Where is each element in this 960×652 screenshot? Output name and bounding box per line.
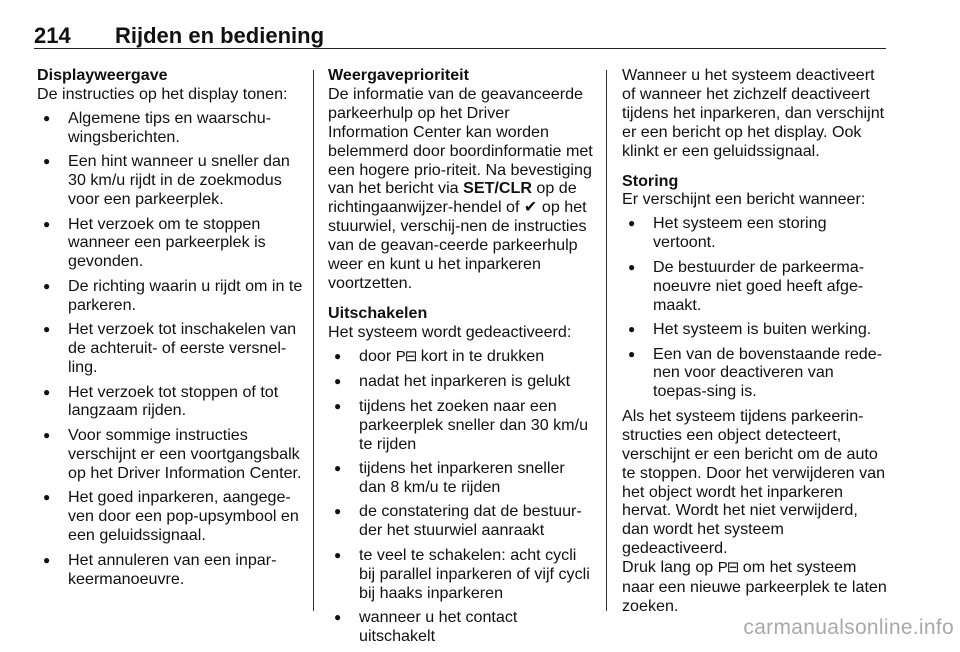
deactivate-paragraph: Wanneer u het systeem deactiveert of wanneer het zichzelf deactiveert tijdens het inparkeren, dan verschijnt er een bericht op het display. Ook klinkt er een geluidssignaal.: [622, 66, 885, 160]
list-item: ● Een van de bovenstaande rede-nen voor deactiveren van toepas-sing is.: [622, 345, 888, 402]
list-item: ● Het verzoek tot stoppen of tot langzaam rijden.: [37, 383, 303, 421]
list-item: ● Het verzoek om te stoppen wanneer een parkeerplek is gevonden.: [37, 215, 303, 272]
set-clr-label: SET/CLR: [463, 179, 532, 198]
section-intro: Er verschijnt een bericht wanneer:: [622, 190, 866, 209]
search-paragraph: Druk lang op P⊟ om het systeem naar een nieuwe parkeerplek te laten zoeken.: [622, 558, 887, 615]
column-divider: [606, 70, 607, 611]
fault-list: [622, 214, 888, 401]
priority-paragraph: De informatie van de geavanceerde parkeerhulp op het Driver Information Center kan worden belemmerd door boordinformatie met een hogere prio-riteit. Na bevestiging van het bericht via SET/CLR op de richtingaanwijzer-hendel of ✔ op het stuurwiel, verschij-nen de instructies van de geavan-ceerde parkeerhulp weer en kunt u het inparkeren voortzetten.: [328, 84, 593, 292]
watermark: carmanualsonline.info: [743, 616, 954, 639]
column-display: [37, 66, 303, 594]
column-divider: [313, 70, 314, 611]
parking-button-icon: P⊟: [717, 559, 739, 577]
section-intro: Het systeem wordt gedeactiveerd:: [328, 322, 572, 341]
checkmark-icon: ✔: [523, 198, 538, 217]
list-item: ● Het annuleren van een inpar-keermanoeuvre.: [37, 551, 303, 589]
list-item: ● Het verzoek tot inschakelen van de achteruit- of eerste versnel-ling.: [37, 320, 303, 377]
section-intro: De instructies op het display tonen:: [37, 84, 288, 103]
section-heading-fault: Storing: [622, 171, 679, 190]
list-item: ● De bestuurder de parkeerma-noeuvre niet goed heeft afge-maakt.: [622, 258, 888, 315]
list-item: ● Algemene tips en waarschu-wingsberichten.: [37, 109, 303, 147]
list-item: ● de constatering dat de bestuur-der het stuurwiel aanraakt: [328, 502, 594, 540]
list-item: ● door P⊟ kort in te drukken: [328, 347, 594, 367]
display-list: [37, 109, 303, 589]
list-item: ● Het systeem een storing vertoont.: [622, 214, 888, 252]
deactivate-list: [328, 347, 594, 646]
list-item: ● tijdens het zoeken naar een parkeerplek sneller dan 30 km/u te rijden: [328, 397, 594, 454]
column-priority: [328, 66, 594, 652]
page-header: [34, 24, 886, 49]
parking-button-icon: P⊟: [395, 347, 417, 365]
list-item: ● Het systeem is buiten werking.: [622, 320, 888, 339]
list-item: ● te veel te schakelen: acht cycli bij parallel inparkeren of vijf cycli bij haaks inparkeren: [328, 546, 594, 603]
object-paragraph: Als het systeem tijdens parkeerin-structies een object detecteert, verschijnt er een bericht om de auto te stoppen. Door het verwijderen van het object wordt het inparkeren hervat. Wordt het niet verwijderd, dan wordt het systeem gedeactiveerd.: [622, 406, 886, 558]
list-item: ● nadat het inparkeren is gelukt: [328, 372, 594, 391]
list-item: ● Voor sommige instructies verschijnt er een voortgangsbalk op het Driver Information Center.: [37, 426, 303, 483]
list-item: ● Het goed inparkeren, aangege-ven door een pop-upsymbool en een geluidssignaal.: [37, 488, 303, 545]
section-heading-priority: Weergaveprioriteit: [328, 66, 470, 84]
list-item: ● wanneer u het contact uitschakelt: [328, 608, 594, 646]
section-heading-deactivate: Uitschakelen: [328, 303, 428, 322]
section-heading-display: Displayweergave: [37, 66, 168, 84]
list-item: ● Een hint wanneer u sneller dan 30 km/u rijdt in de zoekmodus voor een parkeerplek.: [37, 152, 303, 209]
page-number: 214: [34, 23, 71, 48]
chapter-title: Rijden en bediening: [115, 23, 325, 48]
list-item: ● De richting waarin u rijdt om in te parkeren.: [37, 277, 303, 315]
list-item: ● tijdens het inparkeren sneller dan 8 km/u te rijden: [328, 459, 594, 497]
column-fault: [622, 66, 888, 616]
